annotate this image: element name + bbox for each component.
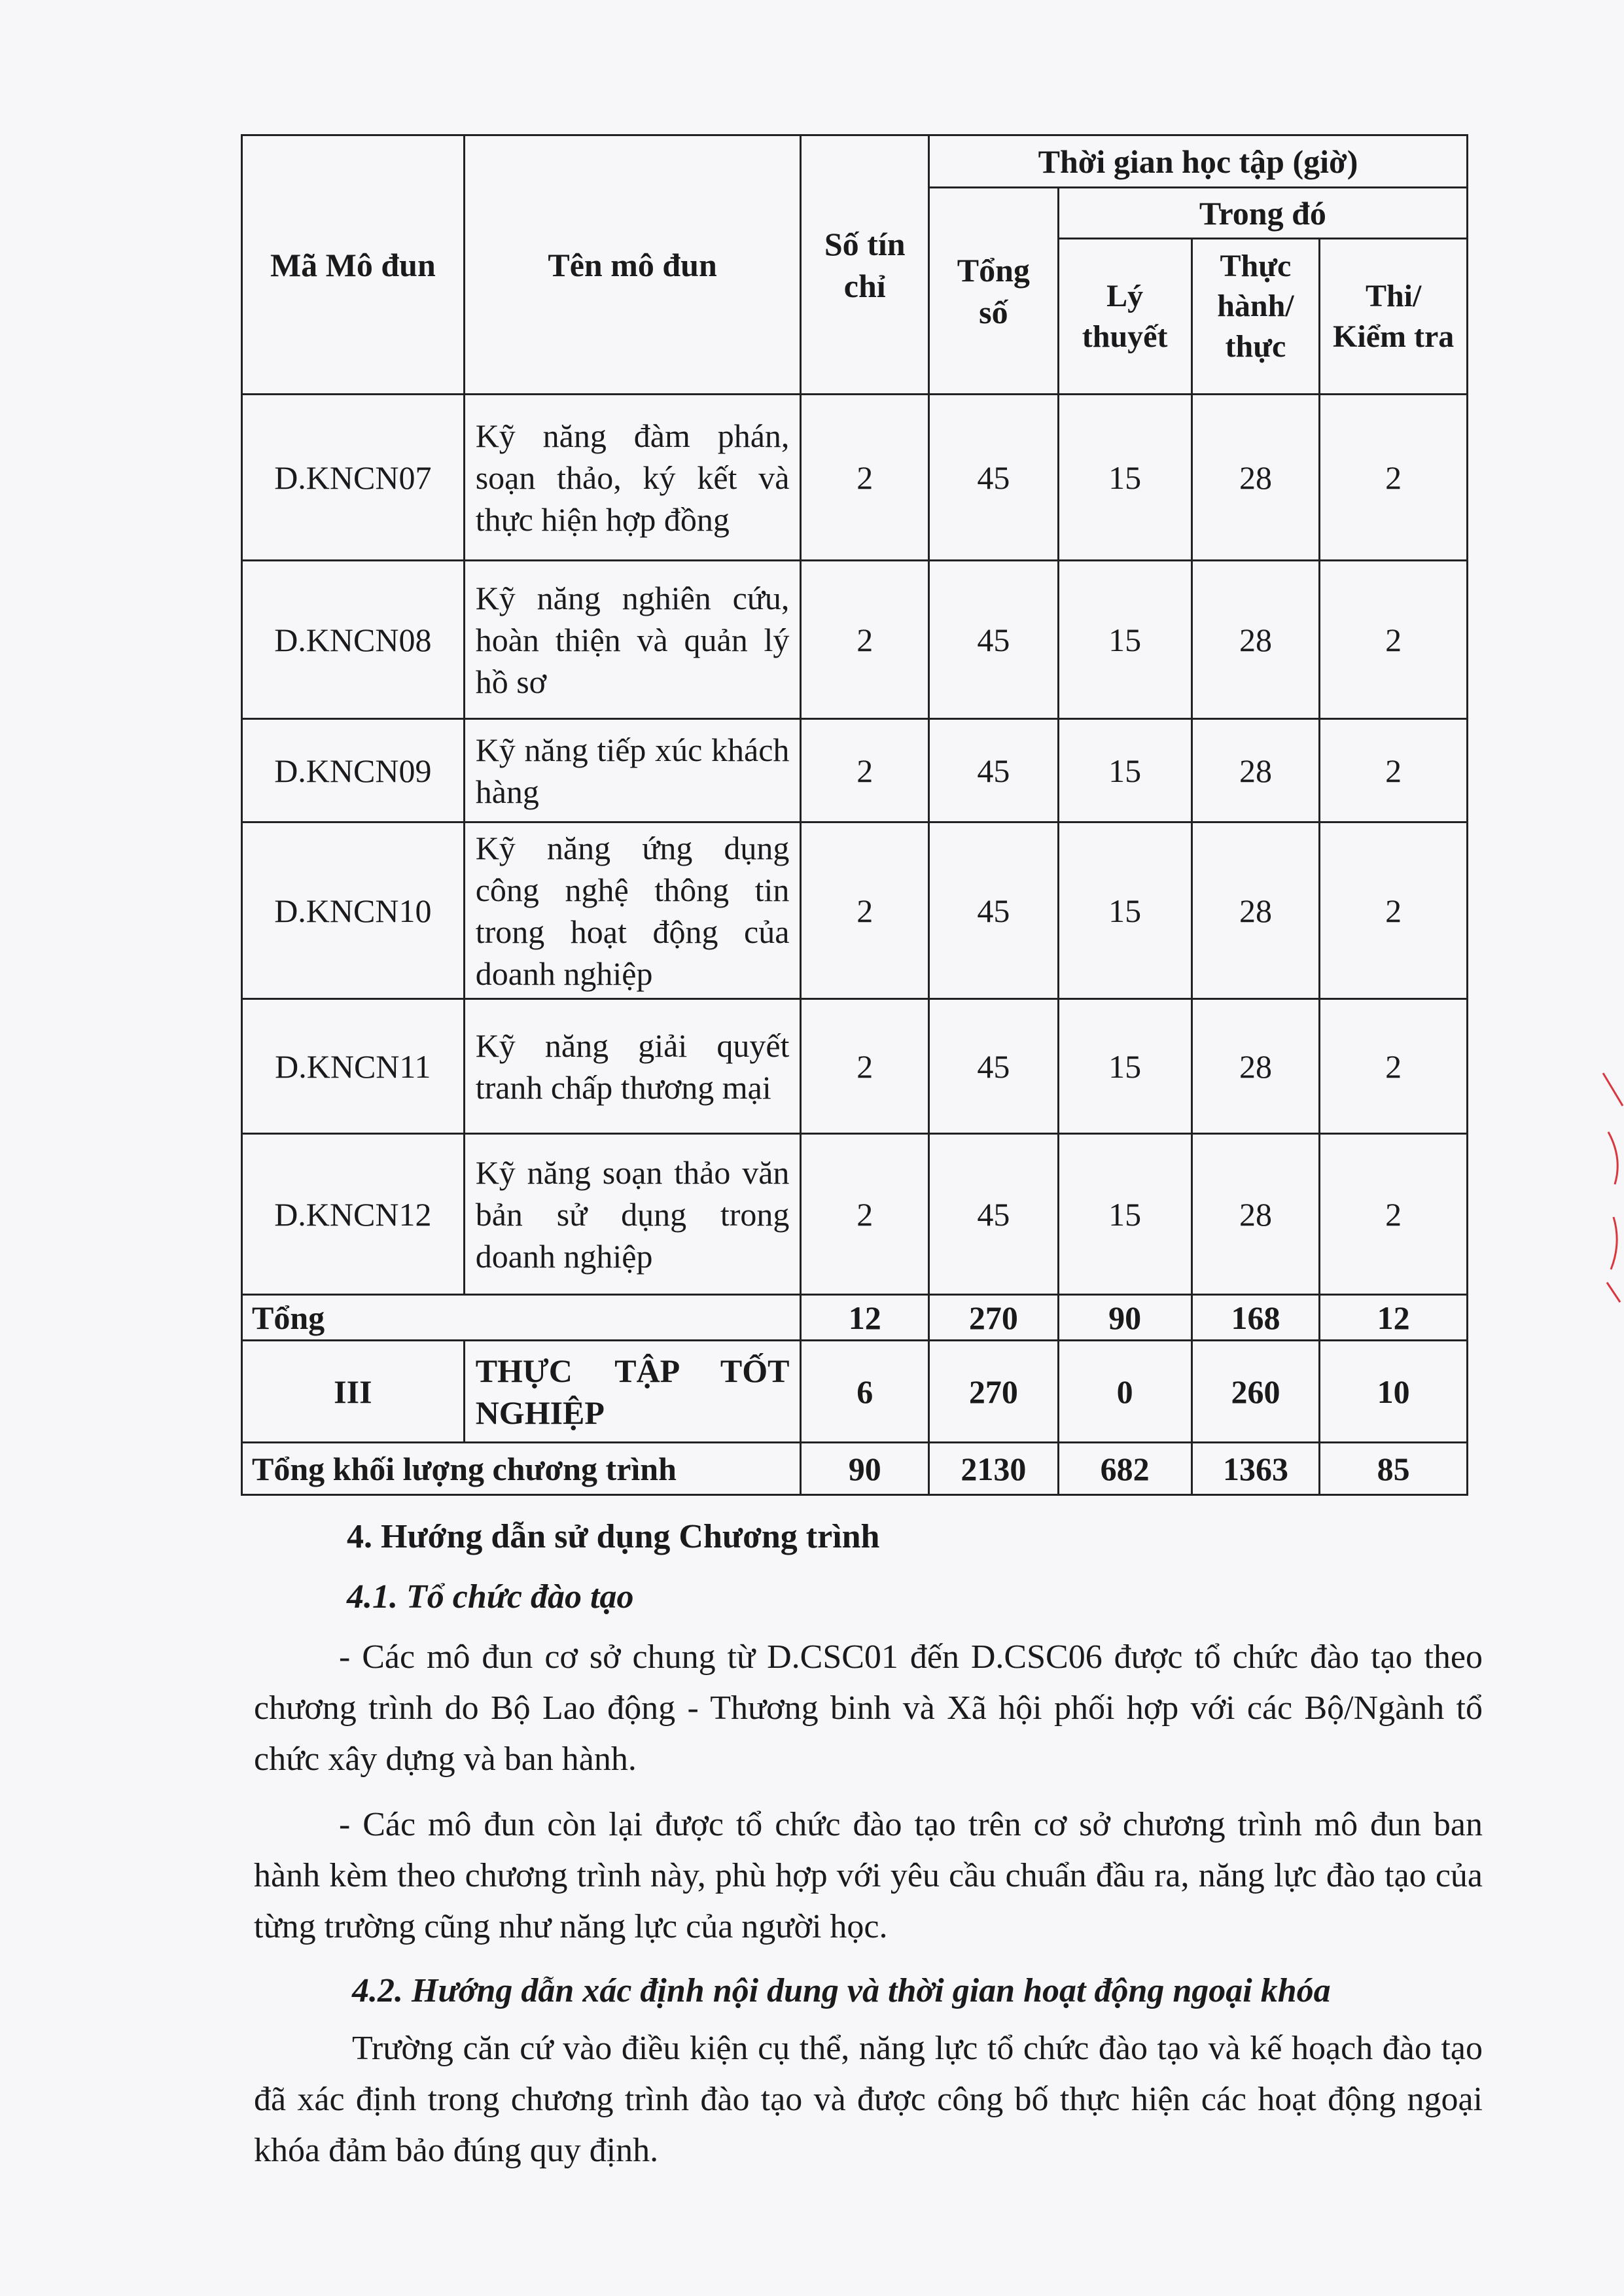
module-code: D.KNCN09 <box>242 719 465 822</box>
module-credits: 2 <box>801 561 929 719</box>
header-theory: Lý thuyết <box>1058 239 1192 395</box>
section-4-1-paragraph-2: - Các mô đun còn lại được tổ chức đào tạo trên cơ sở chương trình mô đun ban hành kèm theo chương trình này, phù hợp với yêu cầu chuẩn đầu ra, năng lực đào tạo của từng trường cũng như năng lực của người học. <box>254 1806 1483 1945</box>
stamp-edge-mark <box>1597 1067 1624 1309</box>
module-exam: 2 <box>1320 561 1468 719</box>
module-credits: 2 <box>801 395 929 561</box>
grand-total-label: Tổng khối lượng chương trình <box>242 1443 801 1495</box>
subtotal-total: 270 <box>928 1295 1058 1341</box>
subtotal-exam: 12 <box>1320 1295 1468 1341</box>
table-row <box>242 1134 1468 1295</box>
module-name: Kỹ năng tiếp xúc khách hàng <box>464 719 801 822</box>
table-row <box>242 719 1468 822</box>
subtotal-theory: 90 <box>1058 1295 1192 1341</box>
table-row <box>242 999 1468 1134</box>
subtotal-row <box>242 1295 1468 1341</box>
header-code: Mã Mô đun <box>242 135 465 395</box>
header-credits: Số tín chỉ <box>801 135 929 395</box>
module-exam: 2 <box>1320 395 1468 561</box>
module-theory: 15 <box>1058 719 1192 822</box>
header-time-group: Thời gian học tập (giờ) <box>928 135 1467 188</box>
module-total: 45 <box>928 822 1058 999</box>
module-code: D.KNCN11 <box>242 999 465 1134</box>
module-practice: 28 <box>1192 999 1320 1134</box>
module-theory: 15 <box>1058 1134 1192 1295</box>
module-theory: 15 <box>1058 822 1192 999</box>
module-total: 45 <box>928 1134 1058 1295</box>
module-credits: 2 <box>801 719 929 822</box>
module-practice: 28 <box>1192 719 1320 822</box>
section-4 <box>254 1511 1483 2176</box>
module-name: Kỹ năng giải quyết tranh chấp thương mại <box>464 999 801 1134</box>
grand-total-row <box>242 1443 1468 1495</box>
internship-exam: 10 <box>1320 1341 1468 1443</box>
internship-practice: 260 <box>1192 1341 1320 1443</box>
module-practice: 28 <box>1192 1134 1320 1295</box>
module-code: D.KNCN07 <box>242 395 465 561</box>
module-name: Kỹ năng nghiên cứu, hoàn thiện và quản lý hồ sơ <box>464 561 801 719</box>
module-name: Kỹ năng ứng dụng công nghệ thông tin trong hoạt động của doanh nghiệp <box>464 822 801 999</box>
section-4-2-heading: 4.2. Hướng dẫn xác định nội dung và thời gian hoạt động ngoại khóa <box>352 1972 1331 2009</box>
module-name: Kỹ năng soạn thảo văn bản sử dụng trong doanh nghiệp <box>464 1134 801 1295</box>
module-credits: 2 <box>801 1134 929 1295</box>
module-total: 45 <box>928 561 1058 719</box>
table-row <box>242 822 1468 999</box>
module-exam: 2 <box>1320 1134 1468 1295</box>
module-theory: 15 <box>1058 395 1192 561</box>
grand-total-exam: 85 <box>1320 1443 1468 1495</box>
internship-name: THỰC TẬP TỐT NGHIỆP <box>464 1341 801 1443</box>
internship-row <box>242 1341 1468 1443</box>
module-credits: 2 <box>801 822 929 999</box>
module-practice: 28 <box>1192 395 1320 561</box>
module-exam: 2 <box>1320 719 1468 822</box>
section-4-2-paragraph-1: Trường căn cứ vào điều kiện cụ thể, năng lực tổ chức đào tạo và kế hoạch đào tạo đã xác định trong chương trình đào tạo và được công bố thực hiện các hoạt động ngoại khóa đảm bảo đúng quy định. <box>254 2030 1483 2169</box>
subtotal-label: Tổng <box>242 1295 801 1341</box>
grand-total-credits: 90 <box>801 1443 929 1495</box>
module-credits: 2 <box>801 999 929 1134</box>
header-of-which: Trong đó <box>1058 188 1467 239</box>
module-name: Kỹ năng đàm phán, soạn thảo, ký kết và thực hiện hợp đồng <box>464 395 801 561</box>
table-row <box>242 561 1468 719</box>
curriculum-table <box>241 134 1468 1496</box>
internship-credits: 6 <box>801 1341 929 1443</box>
grand-total-theory: 682 <box>1058 1443 1192 1495</box>
internship-total: 270 <box>928 1341 1058 1443</box>
section-4-heading: 4. Hướng dẫn sử dụng Chương trình <box>347 1518 880 1555</box>
module-theory: 15 <box>1058 561 1192 719</box>
header-row-1 <box>242 135 1468 188</box>
subtotal-credits: 12 <box>801 1295 929 1341</box>
section-4-1-heading: 4.1. Tổ chức đào tạo <box>347 1578 634 1616</box>
module-practice: 28 <box>1192 822 1320 999</box>
header-total: Tổng số <box>928 188 1058 395</box>
module-total: 45 <box>928 999 1058 1134</box>
section-4-1-paragraph-1: - Các mô đun cơ sở chung từ D.CSC01 đến D.CSC06 được tổ chức đào tạo theo chương trình do Bộ Lao động - Thương binh và Xã hội phối hợp với các Bộ/Ngành tổ chức xây dựng và ban hành. <box>254 1638 1483 1778</box>
header-practice-text: Thực hành/ thực <box>1217 249 1294 364</box>
header-practice <box>1192 239 1320 395</box>
grand-total-practice: 1363 <box>1192 1443 1320 1495</box>
internship-code: III <box>242 1341 465 1443</box>
module-total: 45 <box>928 395 1058 561</box>
module-code: D.KNCN12 <box>242 1134 465 1295</box>
module-total: 45 <box>928 719 1058 822</box>
module-theory: 15 <box>1058 999 1192 1134</box>
subtotal-practice: 168 <box>1192 1295 1320 1341</box>
internship-theory: 0 <box>1058 1341 1192 1443</box>
header-name: Tên mô đun <box>464 135 801 395</box>
module-practice: 28 <box>1192 561 1320 719</box>
module-code: D.KNCN08 <box>242 561 465 719</box>
module-exam: 2 <box>1320 822 1468 999</box>
header-exam: Thi/ Kiểm tra <box>1320 239 1468 395</box>
grand-total-total: 2130 <box>928 1443 1058 1495</box>
module-code: D.KNCN10 <box>242 822 465 999</box>
table-row <box>242 395 1468 561</box>
module-exam: 2 <box>1320 999 1468 1134</box>
